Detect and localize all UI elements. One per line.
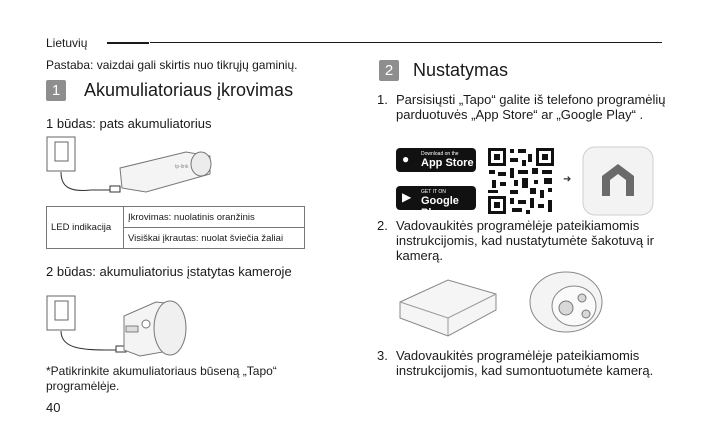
battery-brand: tp-link [175,164,189,170]
section-title: Akumuliatoriaus įkrovimas [84,80,294,100]
arrow-right-icon: ➜ [563,174,572,185]
step-number: 3. [377,348,388,363]
method2-label: 2 būdas: akumuliatorius įstatytas kameroje [46,264,292,279]
app-store-badge[interactable] [396,148,476,172]
camera-sensor [578,294,586,302]
camera-face [552,286,596,326]
charger-plug [55,301,68,320]
apple-icon: ● [402,152,410,166]
google-play-icon: ▶ [402,190,412,204]
step-text: Parsisiųsti „Tapo“ galite iš telefono programėlių parduotuvės „App Store“ ar „Google Play“ . [396,92,666,122]
battery-charging-illustration [46,136,236,198]
app-store-small: Download on the [421,151,459,157]
led-indication-table [46,206,305,249]
camera-light [582,310,590,318]
camera-port [142,320,150,328]
camera-lens [559,301,573,315]
disclaimer-note: Pastaba: vaizdai gali skirtis nuo tikrųjų gaminių. [46,58,298,72]
battery-end-cap [191,152,211,176]
section-number: 1 [46,80,66,101]
hub-and-camera-illustration [396,266,616,344]
led-table-label: LED indikacija [47,207,124,249]
camera-charging-illustration [46,288,196,360]
google-play-badge[interactable] [396,186,476,219]
section-number: 2 [379,60,399,81]
step-text: Vadovaukitės programėlėje pateikiamomis instrukcijomis, kad nustatytumėte šakotuvą ir kamerą. [396,218,654,263]
page-number: 40 [46,400,61,415]
qr-code[interactable] [486,146,556,216]
step-number: 2. [377,218,388,233]
tapo-app-icon[interactable] [582,146,654,216]
section-title: Nustatymas [413,60,509,80]
step-text: Vadovaukitės programėlėje pateikiamomis instrukcijomis, kad sumontuotumėte kamerą. [396,348,654,378]
charging-cable [61,172,110,190]
charger-plug [55,142,68,161]
google-play-big: Google Play [421,195,459,219]
camera-back [154,301,186,355]
footnote: *Patikrinkite akumuliatoriaus būseną „Tapo“ programėlėje. [46,364,277,393]
step-number: 1. [377,92,388,107]
language-label: Lietuvių [46,36,88,50]
cable-connector [110,186,120,192]
section-charging-heading [46,80,294,101]
header-rule-accent [107,42,149,44]
charging-cable [61,331,116,350]
method1-label: 1 būdas: pats akumuliatorius [46,116,212,131]
header-rule [150,42,662,43]
google-play-small: GET IT ON [421,189,446,195]
camera-usb-port [126,326,138,332]
led-row-charging: Įkrovimas: nuolatinis oranžinis [124,207,305,228]
section-setup-heading [379,60,509,81]
app-store-big: App Store [421,157,474,169]
led-row-full: Visiškai įkrautas: nuolat šviečia žaliai [124,228,305,249]
